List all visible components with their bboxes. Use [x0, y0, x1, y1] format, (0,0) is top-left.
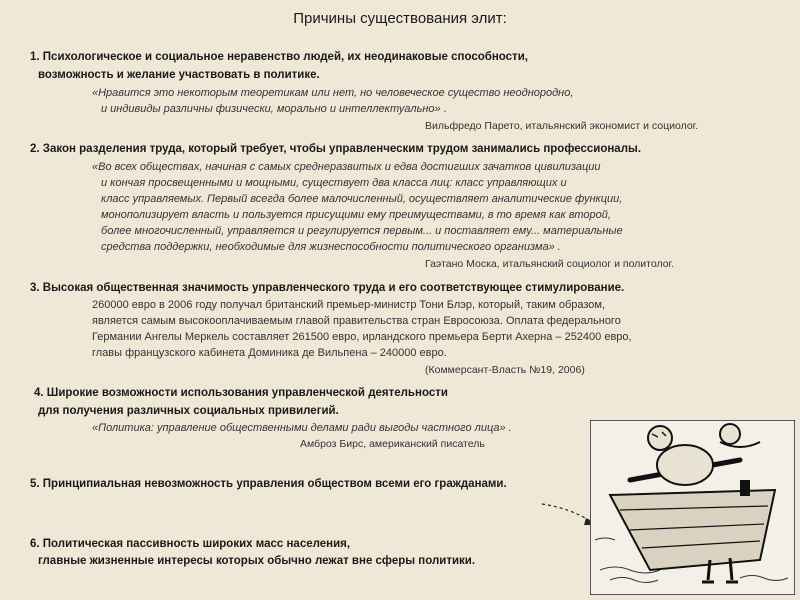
- reason-3-text-line-4: главы французского кабинета Доминика де Вильпена – 240000 евро.: [92, 347, 447, 359]
- reason-4-attribution: Амброз Бирс, американский писатель: [300, 438, 485, 450]
- slide-title: Причины существования элит:: [293, 10, 507, 27]
- reason-1-attribution: Вильфредо Парето, итальянский экономист и социолог.: [425, 120, 699, 132]
- reason-2-quote-line-4: монополизирует власть и пользуется присущими ему преимуществами, в то время как второй,: [101, 209, 611, 221]
- rowboat-cartoon-icon: [590, 420, 795, 595]
- reason-3-source: (Коммерсант-Власть №19, 2006): [425, 364, 585, 376]
- reason-2-quote-line-2: и кончая просвещенными и мощными, существует два класса лиц: класс управляющих и: [101, 177, 567, 189]
- reason-3-text-line-3: Германии Ангелы Меркель составляет 261500 евро, ирландского премьера Берти Ахерна – 252400 евро,: [92, 331, 632, 343]
- reason-5-heading: 5. Принципиальная невозможность управления обществом всеми его гражданами.: [30, 478, 507, 490]
- reason-2-heading: 2. Закон разделения труда, который требует, чтобы управленческим трудом занимались профессионалы.: [30, 143, 642, 155]
- reason-4-quote: «Политика: управление общественными делами ради выгоды частного лица» .: [92, 422, 512, 434]
- reason-4-heading-line-1: 4. Широкие возможности использования управленческой деятельности: [34, 387, 448, 399]
- reason-2-quote-line-5: более многочисленный, управляется и регулируется первым... и поставляет ему... материальные: [101, 225, 623, 237]
- reason-2-quote-line-1: «Во всех обществах, начиная с самых среднеразвитых и едва достигших зачатков цивилизации: [92, 161, 601, 173]
- reason-3-text-line-1: 260000 евро в 2006 году получал британский премьер-министр Тони Блэр, который, таким образом,: [92, 299, 606, 311]
- reason-6-heading-line-1: 6. Политическая пассивность широких масс населения,: [30, 538, 351, 550]
- reason-1-quote-line-2: и индивиды различны физически, морально и интеллектуально» .: [101, 103, 447, 115]
- reason-1-quote-line-1: «Нравится это некоторым теоретикам или нет, но человеческое существо неоднородно,: [92, 87, 574, 99]
- reason-2-quote-line-3: класс управляемых. Первый всегда более малочисленный, осуществляет аналитические функции,: [101, 193, 623, 205]
- reason-6-heading-line-2: главные жизненные интересы которых обычно лежат вне сферы политики.: [38, 555, 476, 567]
- reason-3-heading: 3. Высокая общественная значимость управленческого труда и его соответствующее стимулирование.: [30, 282, 625, 294]
- reason-3-text-line-2: является самым высокооплачиваемым главой правительства стран Евросоюза. Оплата федерального: [92, 315, 621, 327]
- reason-2-quote-line-6: средства поддержки, необходимые для жизнеспособности политического организма» .: [101, 241, 561, 253]
- reason-1-heading-line-2: возможность и желание участвовать в политике.: [38, 69, 320, 81]
- reason-1-heading-line-1: 1. Психологическое и социальное неравенство людей, их неодинаковые способности,: [30, 51, 528, 63]
- reason-4-heading-line-2: для получения различных социальных привилегий.: [38, 405, 339, 417]
- reason-2-attribution: Гаэтано Моска, итальянский социолог и политолог.: [425, 258, 675, 270]
